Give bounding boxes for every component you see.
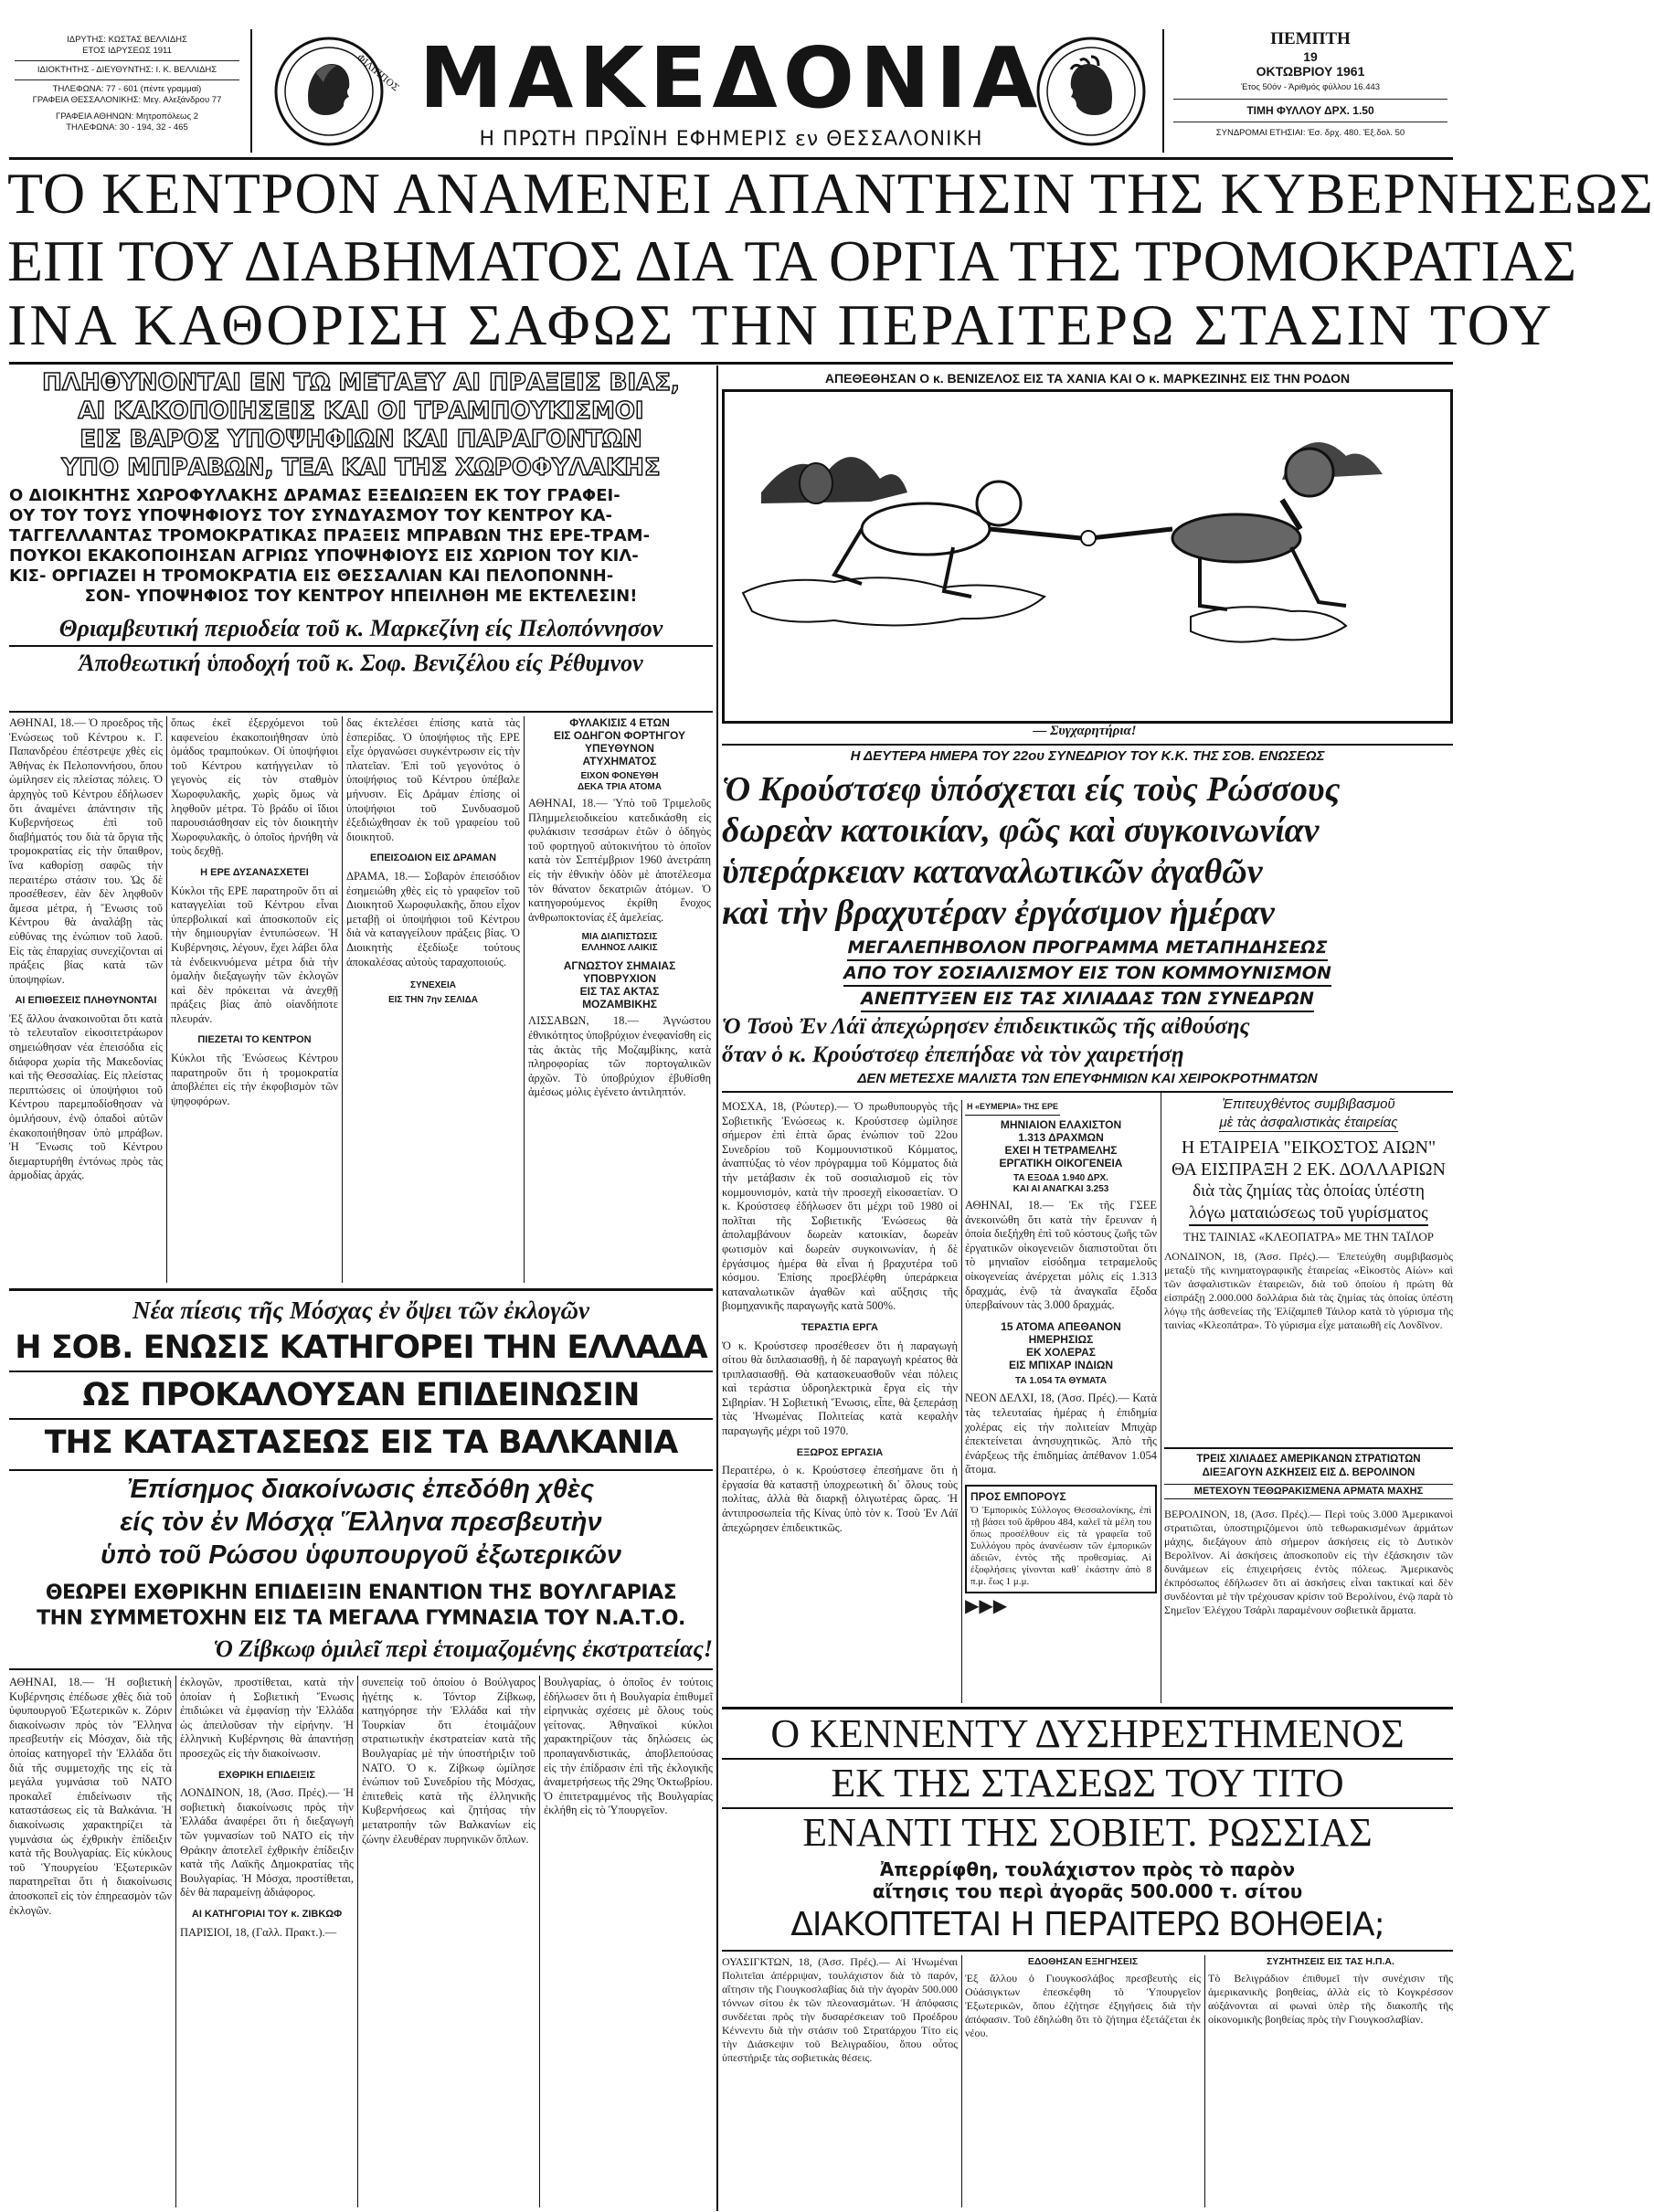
brief-headline-line: 1.313 ΔΡΑΧΜΩΝ [1018, 1131, 1104, 1144]
army-headline-line: ΤΡΕΙΣ ΧΙΛΙΑΔΕΣ ΑΜΕΡΙΚΑΝΩΝ ΣΤΡΑΤΙΩΤΩΝ [1196, 1454, 1421, 1465]
army-headline-line: ΔΙΕΞΑΓΟΥΝ ΑΣΚΗΣΕΙΣ ΕΙΣ Δ. ΒΕΡΟΛΙΝΟΝ [1202, 1467, 1415, 1478]
soviet-headline-line: ΩΣ ΠΡΟΚΑΛΟΥΣΑΝ ΕΠΙΔΕΙΝΩΣΙΝ [9, 1372, 713, 1420]
article-text: ΛΟΝΔΙΝΟΝ, 18, (Ἀσσ. Πρές).— Ἡ σοβιετικὴ διακοίνωσις πρὸς τὴν Ἑλλάδα ἀναφέρει ὅτι ἡ διεξαγωγὴ τῶν γυμνασίων τοῦ ΝΑΤΟ εἰς τὴν Θράκην ἀποτελεῖ ἐχθρικὴν ἐπίδειξιν κατὰ τῆς Λαϊκῆς Δημοκρατίας τῆς Βουλγαρίας. Ἡ Μόσχα, προστίθεται, δὲν θὰ παραμείνῃ ἀδιάφορος. [180, 1786, 354, 1900]
soviet-headline [9, 1325, 713, 1466]
notice-text: Ὁ Ἐμπορικὸς Σύλλογος Θεσσαλονίκης, ἐπὶ τῇ βάσει τοῦ ἄρθρου 484, καλεῖ τὰ μέλη του ὅπως προσέλθουν εἰς τὰ γραφεῖα τοῦ Συλλόγου πρὸς ἀνανέωσιν τῶν ἐμπορικῶν ἀδειῶν, ἐντὸς τῆς προθεσμίας. Αἱ ἐξοφλήσεις γίνονται καθ᾽ ἑκάστην ἀπὸ 8 π.μ. ἕως 1 μ.μ. [970, 1504, 1151, 1587]
brief-headline-line: ΕΙΣ ΜΠΙΧΑΡ ΙΝΔΙΩΝ [1008, 1358, 1114, 1371]
brief-headline-line: ΕΧΕΙ Η ΤΕΤΡΑΜΕΛΗΣ [1004, 1144, 1118, 1157]
article-column: ΒΕΡΟΛΙΝΟΝ, 18, (Ἀσσ. Πρές).— Περὶ τοὺς 3.000 Ἀμερικανοὶ στρατιῶται, ὑποστηριζόμενοι ὑπὸ τεθωρακισμένων ἁρμάτων μάχης, διεξάγουν ἀπὸ σήμερον ἀσκήσεις εἰς τὸ Δυτικὸν Βερολῖνον. Αἱ ἀσκήσεις ἀποσκοποῦν εἰς τὴν ἐξάσκησιν τῶν δυνάμεων εἰς ἐπιχειρήσεις ἐντὸς πόλεως. Ἀμερικανὸς ἐκπρόσωπος ἐδήλωσεν ὅτι αἱ ἀσκήσεις εἶναι τακτικαί καὶ δὲν συνδέονται μὲ τὴν τρέχουσαν κρίσιν τοῦ Βερολίνου, ἐνῷ παρὰ τὸ Σημεῖον Ἐλέγχου Τσάρλι παραμένουν σοβιετικὰ ἅρματα. [1164, 1508, 1453, 1616]
congress-headline-line: δωρεὰν κατοικίαν, φῶς καὶ συγκοινωνίαν [722, 811, 1320, 850]
column-subhead: Η ΕΡΕ ΔΥΣΑΝΑΣΧΕΤΕΙ [200, 866, 309, 878]
cleo-subhead: ΤΗΣ ΤΑΙΝΙΑΣ «ΚΛΕΟΠΑΤΡΑ» ΜΕ ΤΗΝ ΤΑΪΛΟΡ [1183, 1230, 1434, 1244]
cleo-headline-line: ΘΑ ΕΙΣΠΡΑΞΗ 2 ΕΚ. ΔΟΛΛΑΡΙΩΝ [1172, 1159, 1446, 1180]
price: ΤΙΜΗ ΦΥΛΛΟΥ ΔΡΧ. 1.50 [1246, 104, 1374, 117]
brief-subhead [528, 932, 711, 954]
zhou-subhead: ΔΕΝ ΜΕΤΕΣΧΕ ΜΑΛΙΣΤΑ ΤΩΝ ΕΠΕΥΦΗΜΙΩΝ ΚΑΙ ΧΕΙΡΟΚΡΟΤΗΜΑΤΩΝ [857, 1071, 1318, 1086]
masthead [9, 29, 1453, 155]
continued-note [346, 979, 520, 1007]
column-subhead: ΤΕΡΑΣΤΙΑ ΕΡΓΑ [801, 1321, 878, 1333]
masthead-info-left [9, 35, 245, 133]
alexander-seal-icon [1034, 35, 1148, 148]
outline-line: ΠΛΗΘΥΝΟΝΤΑΙ ΕΝ ΤΩ ΜΕΤΑΞΥ ΑΙ ΠΡΑΞΕΙΣ ΒΙΑΣ, [42, 369, 680, 397]
phones-line: ΤΗΛΕΦΩΝΑ: 77 - 601 (πέντε γραμμαί) [52, 84, 202, 94]
philip-seal-icon [272, 35, 401, 148]
column-subhead: ΕΔΟΘΗΣΑΝ ΕΞΗΓΗΣΕΙΣ [1027, 1956, 1139, 1967]
article-text: δας ἐκτελέσει ἐπίσης κατὰ τὰς ἑσπερίδας. Ὁ ὑποψήφιος τῆς ΕΡΕ εἶχε ὀργανώσει συγκέντρωσιν εἰς τὴν πλατεῖαν. Ἐπὶ τοῦ γεγονότος ὁ ὑποψήφιος τοῦ Κέντρου ὑπέβαλε μήνυσιν. Εἰς Δράμαν ἐπίσης οἱ ὑποψήφιοι τοῦ Συνδυασμοῦ ἐξεδιώχθησαν ἐκ τοῦ γραφείου τοῦ διοικητοῦ. [346, 716, 520, 843]
column-subhead: ΕΠΕΙΣΟΔΙΟΝ ΕΙΣ ΔΡΑΜΑΝ [369, 852, 497, 864]
article-column [965, 1955, 1201, 2207]
brief-subhead [528, 771, 711, 793]
trail-arrows-icon: ▶▶▶ [965, 1593, 1008, 1616]
zhivkov-subhead: Ὁ Ζίβκωφ ὁμιλεῖ περὶ ἑτοιμαζομένης ἐκστρατείας! [213, 1635, 713, 1662]
cartoon-caption-top: ΑΠΕΘΕΘΗΣΑΝ Ο κ. ΒΕΝΙΖΕΛΟΣ ΕΙΣ ΤΑ ΧΑΝΙΑ ΚΑΙ Ο κ. ΜΑΡΚΕΖΙΝΗΣ ΕΙΣ ΤΗΝ ΡΟΔΟΝ [824, 371, 1351, 386]
notice-title: ΠΡΟΣ ΕΜΠΟΡΟΥΣ [970, 1489, 1066, 1503]
column-subhead: ΕΧΘΡΙΚΗ ΕΠΙΔΕΙΞΙΣ [218, 1769, 315, 1781]
brief-subhead [965, 1173, 1157, 1195]
article-text: ΔΡΑΜΑ, 18.— Σοβαρὸν ἐπεισόδιον ἐσημειώθη χθὲς εἰς τὸ γραφεῖον τοῦ Διοικητοῦ Χωροφυλακῆς, ὅπου εἶχον μεταβῇ οἱ ὑποψήφιοι τοῦ Κέντρου διὰ νὰ καταγγείλουν πράξεις βίας. Ὁ Διοικητὴς ἐξεδίωξε τούτους ἀποκαλέσας αὐτοὺς ταραχοποιούς. [346, 869, 520, 968]
kennedy-subhead-line: αἴτησις του περὶ ἀγορᾶς 500.000 τ. σίτου [872, 1880, 1303, 1902]
masthead-info-right [1168, 29, 1453, 139]
brief-headline-line: ΕΙΣ ΤΑΣ ΑΚΤΑΣ [579, 985, 660, 999]
notice-box [965, 1485, 1157, 1593]
article-text: Περαιτέρω, ὁ κ. Κρούστσεφ ἐπεσήμανε ὅτι ἡ ἐργασία θὰ καταστῇ ὑποχρεωτικὴ δι᾽ ὅλους τοὺς πολίτας, ἀλλὰ θὰ διαρκῇ ὀλιγωτέρας ὥρας. Ἡ ἀντιπροσωπεία τῆς Κίνας ὑπὸ τὸν κ. Τσοὺ Ἐν Λάϊ ἀπεχώρησεν ἐπιδεικτικῶς. [722, 1464, 958, 1534]
issue-number: Έτος 50όν - Άριθμός φύλλου 16.443 [1240, 82, 1381, 92]
brief-subhead: ΤΑ 1.054 ΤΑ ΘΥΜΑΤΑ [1014, 1375, 1107, 1386]
article-column [171, 716, 338, 1283]
soviet-kicker: Νέα πίεσις τῆς Μόσχας ἐν ὄψει τῶν ἐκλογῶν [132, 1297, 590, 1324]
brief-kicker: Η «ΕΥΜΕΡΙΑ» ΤΗΣ ΕΡΕ [965, 1100, 1060, 1116]
congress-headline-line: Ὁ Κρούστσεφ ὑπόσχεται είς τοὺς Ρώσσους [722, 770, 1341, 809]
soviet-headline-line: ΤΗΣ ΚΑΤΑΣΤΑΣΕΩΣ ΕΙΣ ΤΑ ΒΑΛΚΑΝΙΑ [44, 1424, 678, 1461]
deck-line: ΣΟΝ- ΥΠΟΨΗΦΙΟΣ ΤΟΥ ΚΕΝΤΡΟΥ ΗΠΕΙΛΗΘΗ ΜΕ ΕΚΤΕΛΕΣΙΝ! [84, 587, 638, 606]
cleo-headline-main [1164, 1137, 1453, 1226]
outline-line: ΑΙ ΚΑΚΟΠΟΙΗΣΕΙΣ ΚΑΙ ΟΙ ΤΡΑΜΠΟΥΚΙΣΜΟΙ [78, 397, 644, 425]
article-text: ΜΟΣΧΑ, 18, (Ρώυτερ).— Ὁ πρωθυπουργὸς τῆς Σοβιετικῆς Ἑνώσεως κ. Κρούστσεφ ὡμίλησε σήμερον ἐπὶ ἑπτὰ ὥρας ἐνώπιον τοῦ 22ου Συνεδρίου τοῦ Κομμουνιστικοῦ Κόμματος, ἀναπτύξας τὸ νέον πρόγραμμα τοῦ Κόμματος διὰ τὴν μετάβασιν ἐκ τοῦ σοσιαλισμοῦ εἰς τὸν κομμουνισμόν, κατὰ τὴν προσεχῆ εἰκοσαετίαν. Ὁ κ. Κρούστσεφ ἐδήλωσεν ὅτι μέχρι τοῦ 1980 οἱ πολῖται τῆς Σοβιετικῆς Ἑνώσεως θὰ ἀπολαμβάνουν δωρεὰν κατοικίαν, δωρεὰν φωτισμὸν καὶ δωρεὰν συγκοινωνίαν, ἡ δὲ ἐργάσιμος ἡμέρα θὰ εἶναι ἡ βραχυτέρα τοῦ κόσμου. Ἐπίσης προεβλέφθη ὑπεράρκεια καταναλωτικῶν ἀγαθῶν καὶ αὔξησις τῆς βιομηχανικῆς παραγωγῆς κατὰ 500%. [722, 1100, 958, 1313]
brief-subhead-line: ΤΑ ΕΞΟΔΑ 1.940 ΔΡΧ. [1013, 1173, 1108, 1183]
zhou-headline-line: ὅταν ὁ κ. Κρούστσεφ ἐπεπήδαε νὰ τὸν χαιρετήσῃ [722, 1042, 1184, 1067]
founded-line: ΕΤΟΣ ΙΔΡΥΣΕΩΣ 1911 [82, 46, 172, 56]
kennedy-subhead-line: Ἀπερρίφθη, τουλάχιστον πρὸς τὸ παρὸν [879, 1858, 1296, 1880]
soviet-subhead [9, 1473, 713, 1572]
article-column [965, 1100, 1060, 1116]
brief-headline-line: ΜΟΖΑΜΒΙΚΗΣ [582, 998, 657, 1011]
date-day: 19 [1303, 49, 1318, 64]
army-subhead: ΜΕΤΕΧΟΥΝ ΤΕΘΩΡΑΚΙΣΜΕΝΑ ΑΡΜΑΤΑ ΜΑΧΗΣ [1164, 1484, 1453, 1499]
subscription: ΣΥΝΔΡΟΜΑΙ ΕΤΗΣΙΑΙ: Έσ. δρχ. 480. Έξ.δολ. 50 [1215, 128, 1405, 138]
congress-kicker: Η ΔΕΥΤΕΡΑ ΗΜΕΡΑ ΤΟΥ 22ου ΣΥΝΕΔΡΙΟΥ ΤΟΥ Κ.Κ. ΤΗΣ ΣΟΒ. ΕΝΩΣΕΩΣ [850, 748, 1325, 764]
article-text: Ἐξ ἄλλου ἀνακοινοῦται ὅτι κατὰ τὸ τελευταῖον εἰκοσιτετράωρον σημειώθησαν νέα ἐπεισόδια εἰς διάφορα χωρία τῆς Μακεδονίας καὶ τῆς Θεσσαλίας. Εἰς πλείστας περιπτώσεις οἱ ὑποψήφιοι τοῦ Κέντρου παρεμποδίσθησαν νὰ ὁμιλήσουν, ἐνῷ ὀπαδοὶ αὐτῶν ἐκακοποιήθησαν ὑπὸ μπράβων. Ἡ Ἕνωσις τοῦ Κέντρου διεμαρτυρήθη ἐντόνως πρὸς τὰς ἁρμοδίας ἀρχάς. [9, 1011, 163, 1182]
congress-headline [722, 769, 1453, 934]
army-headline [1164, 1453, 1453, 1499]
soviet-subhead-line: ὑπὸ τοῦ Ρώσου ὑφυπουργοῦ ἐξωτερικῶν [100, 1540, 622, 1570]
deck-line: Ο ΔΙΟΙΚΗΤΗΣ ΧΩΡΟΦΥΛΑΚΗΣ ΔΡΑΜΑΣ ΕΞΕΔΙΩΞΕΝ ΕΚ ΤΟΥ ΓΡΑΦΕΙ- [9, 486, 620, 505]
owner-line: ΙΔΙΟΚΤΗΤΗΣ - ΔΙΕΥΘΥΝΤΗΣ: Ι. Κ. ΒΕΛΛΙΔΗΣ [37, 65, 217, 75]
article-text: ΠΑΡΙΣΙΟΙ, 18, (Γαλλ. Πρακτ.).— [180, 1925, 337, 1939]
article-text: Ἐξ ἄλλου ὁ Γιουγκοσλάβος πρεσβευτὴς εἰς Οὐάσιγκτων ἐπεσκέφθη τὸ Ὑπουργεῖον Ἐξωτερικῶν, ὅπου ἐζήτησε ἐξηγήσεις διὰ τὴν ἀπόφασιν. Τοῦ ἐδηλώθη ὅτι τὸ ζήτημα ἐξετάζεται ἐκ νέου. [965, 1972, 1201, 2039]
cleo-headline-line: λόγω ματαιώσεως τοῦ γυρίσματος [1189, 1202, 1427, 1226]
soviet-subhead-line: ΤΗΝ ΣΥΜΜΕΤΟΧΗΝ ΕΙΣ ΤΑ ΜΕΓΑΛΑ ΓΥΜΝΑΣΙΑ ΤΟΥ Ν.Α.Τ.Ο. [37, 1607, 685, 1630]
article-text: Κύκλοι τῆς Ἑνώσεως Κέντρου παρατηροῦν ὅτι ἡ τρομοκρατία ἀποβλέπει εἰς τὴν ἐκφοβισμὸν τῶν ψηφοφόρων. [171, 1052, 338, 1107]
outline-line: ΥΠΟ ΜΠΡΑΒΩΝ, ΤΕΑ ΚΑΙ ΤΗΣ ΧΩΡΟΦΥΛΑΚΗΣ [61, 454, 661, 482]
article-text: Τὸ Βελιγράδιον ἐπιθυμεῖ τὴν συνέχισιν τῆς ἀμερικανικῆς βοηθείας, ἀλλὰ εἰς τὸ Κογκρέσσον αὐξάνονται αἱ φωναὶ ὑπὲρ τῆς διακοπῆς τῆς οἰκονομικῆς βοηθείας πρὸς τὴν Γιουγκοσλαβίαν. [1208, 1972, 1453, 2026]
article-text: ὅπως ἐκεῖ ἐξερχόμενοι τοῦ καφενείου ἐκακοποιήθησαν ὑπὸ ὁμάδος τραμπούκων. Οἱ ὑποψήφιοι τοῦ Κέντρου κατήγγειλαν τὸ γεγονὸς εἰς τὸν σταθμὸν Χωροφυλακῆς, χωρὶς ὅμως νὰ ληφθοῦν μέτρα. Τὸ βράδυ οἱ ἴδιοι παρουσιάσθησαν εἰς τὸν διοικητὴν Χωροφυλακῆς, ὁ ὁποῖος ἠρνήθη νὰ τοὺς δεχθῇ. [171, 716, 338, 858]
subhead-markezinis: Θριαμβευτική περιοδεία τοῦ κ. Μαρκεζίνη είς Πελοπόννησον [58, 615, 663, 641]
article-text: ΑΘΗΝΑΙ, 18.— Ἐκ τῆς ΓΣΕΕ ἀνεκοινώθη ὅτι κατὰ τὴν ἔρευναν ἡ ὁποία διεξήχθη ἐπὶ τοῦ κόστους ζωῆς τῶν ἐργατικῶν οἰκογενειῶν διαπιστοῦται ὅτι τὸ μηνιαῖον εἰσόδημα τετραμελοῦς οἰκογενείας ἀνέρχεται μόλις εἰς 1.313 δραχμάς, ἐνῷ τὰ ἀναγκαῖα ἔξοδα ὑπερβαίνουν τὰς 3.000 δραχμάς. [965, 1199, 1157, 1312]
brief-headline [965, 1320, 1157, 1371]
brief-headline-line: ΗΜΕΡΗΣΙΩΣ [1028, 1332, 1094, 1346]
brief-headline-line: ΑΓΝΩΣΤΟΥ ΣΗΜΑΙΑΣ [563, 959, 676, 973]
article-column [1208, 1955, 1453, 2207]
kennedy-subhead [722, 1858, 1453, 1902]
congress-headline-line: καὶ τὴν βραχυτέραν ἐργάσιμον ἡμέραν [722, 894, 1275, 932]
brief-subhead-line: ΜΙΑ ΔΙΑΠΙΣΤΩΣΙΣ [581, 932, 658, 943]
article-column [9, 716, 163, 1283]
brief-headline-line: ΕΚ ΧΟΛΕΡΑΣ [1025, 1345, 1096, 1359]
brief-headline-line: ΥΠΕΥΘΥΝΟΝ [585, 742, 654, 755]
column-subhead: ΣΥΖΗΤΗΣΕΙΣ ΕΙΣ ΤΑΣ Η.Π.Α. [1267, 1956, 1394, 1967]
brief-headline [965, 1118, 1157, 1170]
brief-headline-line: ΥΠΟΒΡΥΧΙΟΝ [582, 972, 656, 986]
brief-subhead-line: ΕΛΛΗΝΟΣ ΛΑΙΚΙΣ [581, 943, 658, 954]
outline-line: ΕΙΣ ΒΑΡΟΣ ΥΠΟΨΗΦΙΩΝ ΚΑΙ ΠΑΡΑΓΟΝΤΩΝ [80, 426, 642, 453]
congress-subheads [722, 936, 1453, 1012]
article-text: ΑΘΗΝΑΙ, 18.— Ὑπὸ τοῦ Τριμελοῦς Πλημμελειοδικείου κατεδικάσθη εἰς φυλάκισιν τεσσάρων ἐτῶν ὁ ὁδηγὸς τοῦ φορτηγοῦ αὐτοκινήτου τὸ ὁποῖον κατὰ τὸν Σεπτέμβριον 1960 ἀνετράπη εἰς τὴν ἐθνικὴν ὁδὸν μὲ ἀποτέλεσμα τὸν θάνατον δεκατριῶν ἀτόμων. Ὁ κατηγορούμενος ἐκρίθη ἔνοχος ἀνθρωποκτονίας ἐξ ἀμελείας. [528, 797, 711, 924]
article-column: ΟΥΑΣΙΓΚΤΩΝ, 18, (Ἀσσ. Πρές).— Αἱ Ἡνωμέναι Πολιτεῖαι ἀπέρριψαν, τουλάχιστον διὰ τὸ παρόν, αἴτησιν τῆς Γιουγκοσλαβίας διὰ τὴν ἀγορὰν 500.000 τόννων σίτου ἐκ τῶν πλεονασμάτων. Ἡ ἀπόφασις συνδέεται πρὸς τὴν δυσαρέσκειαν τοῦ Προέδρου Κέννεντυ διὰ τὴν στάσιν τοῦ Στρατάρχου Τίτο εἰς τὴν Διάσκεψιν τοῦ Βελιγραδίου, ὅπου οὗτος ὑπεστήριξε τὰς σοβιετικὰς θέσεις. [722, 1955, 958, 2064]
zhou-headline [722, 1012, 1453, 1069]
deck-line: ΚΙΣ- ΟΡΓΙΑΖΕΙ Η ΤΡΟΜΟΚΡΑΤΙΑ ΕΙΣ ΘΕΣΣΑΛΙΑΝ ΚΑΙ ΠΕΛΟΠΟΝΝΗ- [9, 566, 614, 586]
congress-subhead-line: ΑΝΕΠΤΥΞΕΝ ΕΙΣ ΤΑΣ ΧΙΛΙΑΔΑΣ ΤΩΝ ΣΥΝΕΔΡΩΝ [861, 987, 1314, 1012]
cleo-headline-line: μὲ τὰς ἀσφαλιστικὰς ἑταιρείας [1219, 1115, 1398, 1130]
cartoon-caption-bottom: — Συγχαρητήρια! [1033, 724, 1137, 738]
brief-subhead-line: ΔΕΚΑ ΤΡΙΑ ΑΤΟΜΑ [578, 782, 662, 792]
soviet-subhead-line: Ἐπίσημος διακοίνωσις ἐπεδόθη χθὲς [127, 1475, 595, 1504]
outline-headline [9, 369, 713, 482]
soviet-subhead-line: είς τὸν ἐν Μόσχᾳ Ἕλληνα πρεσβευτὴν [120, 1508, 602, 1537]
column-subhead: ΠΙΕΖΕΤΑΙ ΤΟ ΚΕΝΤΡΟΝ [197, 1034, 312, 1046]
article-text: Ὁ κ. Κρούστσεφ προσέθεσεν ὅτι ἡ παραγωγὴ σίτου θὰ διπλασιασθῇ, ἡ δὲ παραγωγὴ κρέατος θὰ τριπλασιασθῇ. Θὰ κατασκευασθοῦν νέαι πόλεις καὶ τεράστια ὑδροηλεκτρικὰ ἔργα εἰς τὴν Σιβηρίαν. Ἡ Σοβιετικὴ Ἕνωσις, εἶπε, θὰ ξεπεράσῃ τὰς Ἡνωμένας Πολιτείας κατὰ κεφαλὴν παραγωγῆς μέχρι τοῦ 1970. [722, 1339, 958, 1438]
brief-headline-line: ΑΤΥΧΗΜΑΤΟΣ [582, 755, 657, 767]
deck-line: ΠΟΥΚΟΙ ΕΚΑΚΟΠΟΙΗΣΑΝ ΑΓΡΙΩΣ ΥΠΟΨΗΦΙΟΥΣ ΕΙΣ ΧΩΡΙΟΝ ΤΟΥ ΚΙΛ- [9, 546, 639, 566]
cleo-headline [1164, 1096, 1453, 1132]
brief-headline-line: 15 ΑΤΟΜΑ ΑΠΕΘΑΝΟΝ [1001, 1319, 1121, 1333]
brief-headline-line: ΕΙΣ ΟΔΗΓΟΝ ΦΟΡΤΗΓΟΥ [553, 729, 686, 742]
athens-line: ΓΡΑΦΕΙΑ ΑΘΗΝΩΝ: Μητροπόλεως 2 [56, 111, 198, 122]
subhead-venizelos: Άποθεωτική ὑποδοχή τοῦ κ. Σοφ. Βενιζέλου είς Ρέθυμνον [79, 650, 643, 676]
athens-phones-line: ΤΗΛΕΦΩΝΑ: 30 - 194, 32 - 465 [66, 122, 188, 132]
kennedy-headline [722, 1710, 1453, 1857]
brief-subhead-line: ΕΙΧΟΝ ΦΟΝΕΥΘΗ [580, 771, 659, 781]
newspaper-title: ΜΑΚΕΔΟΝΙΑ [419, 29, 1044, 127]
article-column: Βουλγαρίας, ὁ ὁποῖος ἐν τούτοις ἐδήλωσεν ὅτι ἡ Βουλγαρία ἐπιθυμεῖ εἰρηνικὰς σχέσεις μὲ ὅλους τοὺς γείτονας. Ἀθηναϊκοὶ κύκλοι χαρακτηρίζουν τὰς δηλώσεις ὡς προπαγανδιστικάς, ἀποβλεπούσας εἰς τὴν ἐπίδρασιν ἐπὶ τῆς ἐκλογικῆς ἀναμετρήσεως τῆς 29ης Ὀκτωβρίου. Ὁ ἐπιτετραμμένος τῆς Βουλγαρίας ἐκλήθη εἰς τὸ Ὑπουργεῖον. [544, 1676, 713, 1817]
soviet-subhead-2 [9, 1581, 713, 1632]
offices-line: ΓΡΑΦΕΙΑ ΘΕΣΣΑΛΟΝΙΚΗΣ: Μεγ. Αλεξάνδρου 77 [32, 95, 222, 105]
cartoon-frame [722, 389, 1453, 724]
deck-line: ΟΥ ΤΟΥ ΤΟΥΣ ΥΠΟΨΗΦΙΟΥΣ ΤΟΥ ΣΥΝΔΥΑΣΜΟΥ ΤΟΥ ΚΕΝΤΡΟΥ ΚΑ- [9, 506, 612, 525]
soviet-headline-line: Η ΣΟΒ. ΕΝΩΣΙΣ ΚΑΤΗΓΟΡΕΙ ΤΗΝ ΕΛΛΑΔΑ [9, 1325, 713, 1372]
cleo-headline-line: Η ΕΤΑΙΡΕΙΑ "ΕΙΚΟΣΤΟΣ ΑΙΩΝ" [1181, 1138, 1437, 1158]
congress-subhead-line: ΜΕΓΑΛΕΠΗΒΟΛΟΝ ΠΡΟΓΡΑΜΜΑ ΜΕΤΑΠΗΔΗΣΕΩΣ [847, 936, 1327, 961]
founder-line: ΙΔΡΥΤΗΣ: ΚΩΣΤΑΣ ΒΕΛΛΙΔΗΣ [67, 35, 187, 45]
deck-headline [9, 486, 713, 607]
deck-line: ΤΑΓΓΕΛΛΑΝΤΑΣ ΤΡΟΜΟΚΡΑΤΙΚΑΣ ΠΡΑΞΕΙΣ ΜΠΡΑΒΩΝ ΤΗΣ ΕΡΕ-ΤΡΑΜ- [9, 526, 651, 545]
article-column: ΑΘΗΝΑΙ, 18.— Ἡ σοβιετικὴ Κυβέρνησις ἐπέδωσε χθὲς διὰ τοῦ ὑφυπουργοῦ Ἐξωτερικῶν κ. Ζόριν διακοίνωσιν πρὸς τὸν Ἕλληνα πρεσβευτὴν εἰς Μόσχαν, διὰ τῆς ὁποίας κατηγορεῖ τὴν Ἑλλάδα ὅτι διὰ τῆς συμμετοχῆς της εἰς τὰ μεγάλα γυμνάσια τοῦ ΝΑΤΟ προκαλεῖ ἐπιδείνωσιν τῆς καταστάσεως εἰς τὰ Βαλκάνια. Ἡ διακοίνωσις χαρακτηρίζει τὰ γυμνάσια ὡς ἐχθρικὴν ἐπίδειξιν κατὰ τῆς Βουλγαρίας. Εἰς κύκλους τοῦ Ὑπουργείου Ἐξωτερικῶν παρατηρεῖται ὅτι ἡ διακοίνωσις ἀποσκοπεῖ εἰς τὸν ἐπηρεασμὸν τῶν ἐκλογῶν. [9, 1676, 172, 1917]
brief-headline-line: ΜΗΝΙΑΙΟΝ ΕΛΑΧΙΣΤΟΝ [1000, 1118, 1122, 1131]
kennedy-big-question: ΔΙΑΚΟΠΤΕΤΑΙ Η ΠΕΡΑΙΤΕΡΩ ΒΟΗΘΕΙΑ; [790, 1906, 1384, 1943]
banner-headline-2: ΕΠΙ ΤΟΥ ΔΙΑΒΗΜΑΤΟΣ ΔΙΑ ΤΑ ΟΡΓΙΑ ΤΗΣ ΤΡΟΜΟΚΡΑΤΙΑΣ [7, 228, 1577, 293]
congress-headline-line: ὑπεράρκειαν καταναλωτικῶν ἀγαθῶν [722, 852, 1263, 891]
article-text: Κύκλοι τῆς ΕΡΕ παρατηροῦν ὅτι αἱ καταγγελίαι τοῦ Κέντρου εἶναι ὑπερβολικαί καὶ ἀποσκοποῦν εἰς τὴν δημιουργίαν ἐντυπώσεων. Ἡ Κυβέρνησις, λέγουν, ἔχει λάβει ὅλα τὰ ἐνδεικνυόμενα μέτρα διὰ τὴν ὁμαλὴν διεξαγωγὴν τῶν ἐκλογῶν καὶ δὲν πρόκειται νὰ ἀνεχθῇ πράξεις βίας ἀπὸ οἱανδήποτε πλευράν. [171, 884, 338, 1025]
brief-headline-line: ΦΥΛΑΚΙΣΙΣ 4 ΕΤΩΝ [569, 716, 670, 729]
article-text: ΝΕΟΝ ΔΕΛΧΙ, 18, (Ἀσσ. Πρές).— Κατὰ τὰς τελευταίας ἡμέρας ἡ ἐπιδημία χολέρας εἰς τὴν πολιτείαν Μπιχὰρ ἐπεκτείνεται ἀνησυχητικῶς. Ἀπὸ τῆς ἐνάρξεως τῆς ἐπιδημίας ἀπέθανον 1.054 ἄτομα. [965, 1392, 1157, 1476]
cleo-headline-line: διὰ τὰς ζημίας τὰς ὁποίας ὑπέστη [1193, 1181, 1425, 1201]
soviet-subhead-line: ΘΕΩΡΕΙ ΕΧΘΡΙΚΗΝ ΕΠΙΔΕΙΞΙΝ ΕΝΑΝΤΙΟΝ ΤΗΣ ΒΟΥΛΓΑΡΙΑΣ [45, 1582, 677, 1604]
column-subhead: ΑΙ ΕΠΙΘΕΣΕΙΣ ΠΛΗΘΥΝΟΝΤΑΙ [15, 995, 157, 1007]
weekday: ΠΕΜΠΤΗ [1270, 29, 1351, 48]
congress-subhead-line: ΑΠΟ ΤΟΥ ΣΟΣΙΑΛΙΣΜΟΥ ΕΙΣ ΤΟΝ ΚΟΜΜΟΥΝΙΣΜΟΝ [843, 961, 1331, 987]
column-subhead: ΕΞΩΡΟΣ ΕΡΓΑΣΙΑ [796, 1446, 884, 1458]
brief-headline [528, 716, 711, 767]
kennedy-headline-line: Ο ΚΕΝΝΕΝΤΥ ΔΥΣΗΡΕΣΤΗΜΕΝΟΣ [722, 1710, 1453, 1760]
brief-headline-line: ΕΡΓΑΤΙΚΗ ΟΙΚΟΓΕΝΕΙΑ [999, 1157, 1123, 1170]
svg-text:ΦΙΛΙΠΠΟΣ: ΦΙΛΙΠΠΟΣ [355, 52, 401, 94]
banner-headline-1: ΤΟ ΚΕΝΤΡΟΝ ΑΝΑΜΕΝΕΙ ΑΠΑΝΤΗΣΙΝ ΤΗΣ ΚΥΒΕΡΝΗΣΕΩΣ [7, 161, 1654, 226]
article-column [722, 1100, 958, 1703]
kennedy-headline-line: ΕΚ ΤΗΣ ΣΤΑΣΕΩΣ ΤΟΥ ΤΙΤΟ [722, 1760, 1453, 1809]
banner-headline-3: ΙΝΑ ΚΑΘΟΡΙΣΗ ΣΑΦΩΣ ΤΗΝ ΠΕΡΑΙΤΕΡΩ ΣΤΑΣΙΝ ΤΟΥ [7, 292, 1554, 357]
brief-headline [528, 959, 711, 1011]
article-column [346, 716, 520, 1283]
article-text: ΑΘΗΝΑΙ, 18.— Ὁ προεδρος τῆς Ἑνώσεως τοῦ Κέντρου κ. Γ. Παπανδρέου ἐπέστρεψε χθὲς εἰς Ἀθήνας ἐκ Πελοποννήσου, ὅπου ὡμίλησεν εἰς πλείστας πόλεις. Ὁ ἀρχηγὸς τοῦ Κέντρου ἐδήλωσεν ὅτι ἀναμένει ἀπάντησιν τῆς Κυβερνήσεως ἐπὶ τοῦ διαβήματός του διὰ τὰ ὄργια τῆς τρομοκρατίας εἰς τὴν ὕπαιθρον, ἵνα καθορίσῃ σαφῶς τὴν περαιτέρω στάσιν του. Ὡς δὲ προσέθεσεν, ἐὰν δὲν ληφθοῦν ἄμεσα μέτρα, ἡ Ἕνωσις τοῦ Κέντρου θὰ ἀναλάβῃ τὰς εὐθύνας της ἐνώπιον τοῦ λαοῦ. Εἰς τὰς ἐπαρχίας συνεχίζονται αἱ πράξεις βίας κατὰ τῶν ὑποψηφίων. [9, 716, 163, 986]
article-column [528, 716, 711, 1283]
column-subhead: ΑΙ ΚΑΤΗΓΟΡΙΑΙ ΤΟΥ κ. ΖΙΒΚΩΦ [191, 1908, 343, 1920]
continued-page: ΕΙΣ ΤΗΝ 7ην ΣΕΛΙΔΑ [387, 994, 479, 1005]
article-column [180, 1676, 354, 2207]
continued-label: ΣΥΝΕΧΕΙΑ [410, 980, 456, 991]
newspaper-subtitle: Η ΠΡΩΤΗ ΠΡΩΪΝΗ ΕΦΗΜΕΡΙΣ εν ΘΕΣΣΑΛΟΝΙΚΗ [479, 128, 983, 151]
cleo-headline-line: Ἐπιτευχθέντος συμβιβασμοῦ [1222, 1096, 1395, 1112]
kennedy-headline-line: ΕΝΑΝΤΙ ΤΗΣ ΣΟΒΙΕΤ. ΡΩΣΣΙΑΣ [802, 1810, 1373, 1855]
article-column [965, 1118, 1157, 1703]
article-column: συνεπείᾳ τοῦ ὁποίου ὁ Βούλγαρος ἡγέτης κ. Τόντορ Ζίβκωφ, κατηγόρησε τὴν Ἑλλάδα καὶ τὴν Τουρκίαν ὅτι ἑτοιμάζουν στρατιωτικὴν ἐκστρατείαν κατὰ τῆς Βουλγαρίας μὲ τὴν ὑποστήριξιν τοῦ ΝΑΤΟ. Ὁ κ. Ζίβκωφ ὡμίλησε ἐνώπιον τοῦ Συνεδρίου τῆς Μόσχας, ἐπιτεθεὶς κατὰ τῆς ἑλληνικῆς Κυβερνήσεως καὶ ζητήσας τὴν μετατροπὴν τῶν Βαλκανίων εἰς ζώνην ἐλευθέραν πυρηνικῶν ὅπλων. [362, 1676, 535, 1846]
article-text: ἐκλογῶν, προστίθεται, κατὰ τὴν ὁποίαν ἡ Σοβιετικὴ Ἕνωσις ἐπιδιώκει νὰ ἐμφανίσῃ τὴν Ἑλλάδα ὡς ἀπειλοῦσαν τὴν εἰρήνην. Ἡ ἑλληνικὴ Κυβέρνησις θὰ ἀπαντήσῃ προσεχῶς εἰς τὴν διακοίνωσιν. [180, 1676, 354, 1760]
date-month: ΟΚΤΩΒΡΙΟΥ 1961 [1256, 64, 1365, 79]
brief-subhead-line: ΚΑΙ ΑΙ ΑΝΑΓΚΑΙ 3.253 [1013, 1184, 1109, 1194]
zhou-headline-line: Ὁ Τσοὺ Ἐν Λάϊ ἀπεχώρησεν ἐπιδεικτικῶς τῆς αἰθούσης [722, 1014, 1250, 1039]
article-column: ΛΟΝΔΙΝΟΝ, 18, (Ἀσσ. Πρές).— Ἐπετεύχθη συμβιβασμὸς μεταξὺ τῆς κινηματογραφικῆς ἑταιρείας «Εἰκοστὸς Αἰών» καὶ τῶν ἀσφαλιστικῶν ἑταιρειῶν, διὰ τοῦ ὁποίου ἡ πρώτη θὰ εἰσπράξῃ 2.000.000 δολλάρια διὰ τὰς ζημίας τὰς ὁποίας ὑπέστη λόγῳ τῆς ἀσθενείας τῆς Ἐλίζαμπεθ Τάιλορ κατὰ τὸ γύρισμα τῆς ταινίας «Κλεοπάτρα». Τὸ γύρισμα εἶχε ματαιωθῆ εἰς Λονδῖνον. [1164, 1250, 1453, 1331]
cartoon-illustration-icon [725, 392, 1450, 721]
article-text: ΛΙΣΣΑΒΩΝ, 18.— Ἀγνώστου ἐθνικότητος ὑποβρύχιον ἐνεφανίσθη εἰς τὰς ἀκτὰς τῆς Μοζαμβίκης, κατὰ πληροφορίας τῶν πορτογαλικῶν ἀρχῶν. Τὸ ὑποβρύχιον ἐβυθίσθη ἀμέσως μόλις ἐγένετο ἀντιληπτόν. [528, 1014, 711, 1099]
